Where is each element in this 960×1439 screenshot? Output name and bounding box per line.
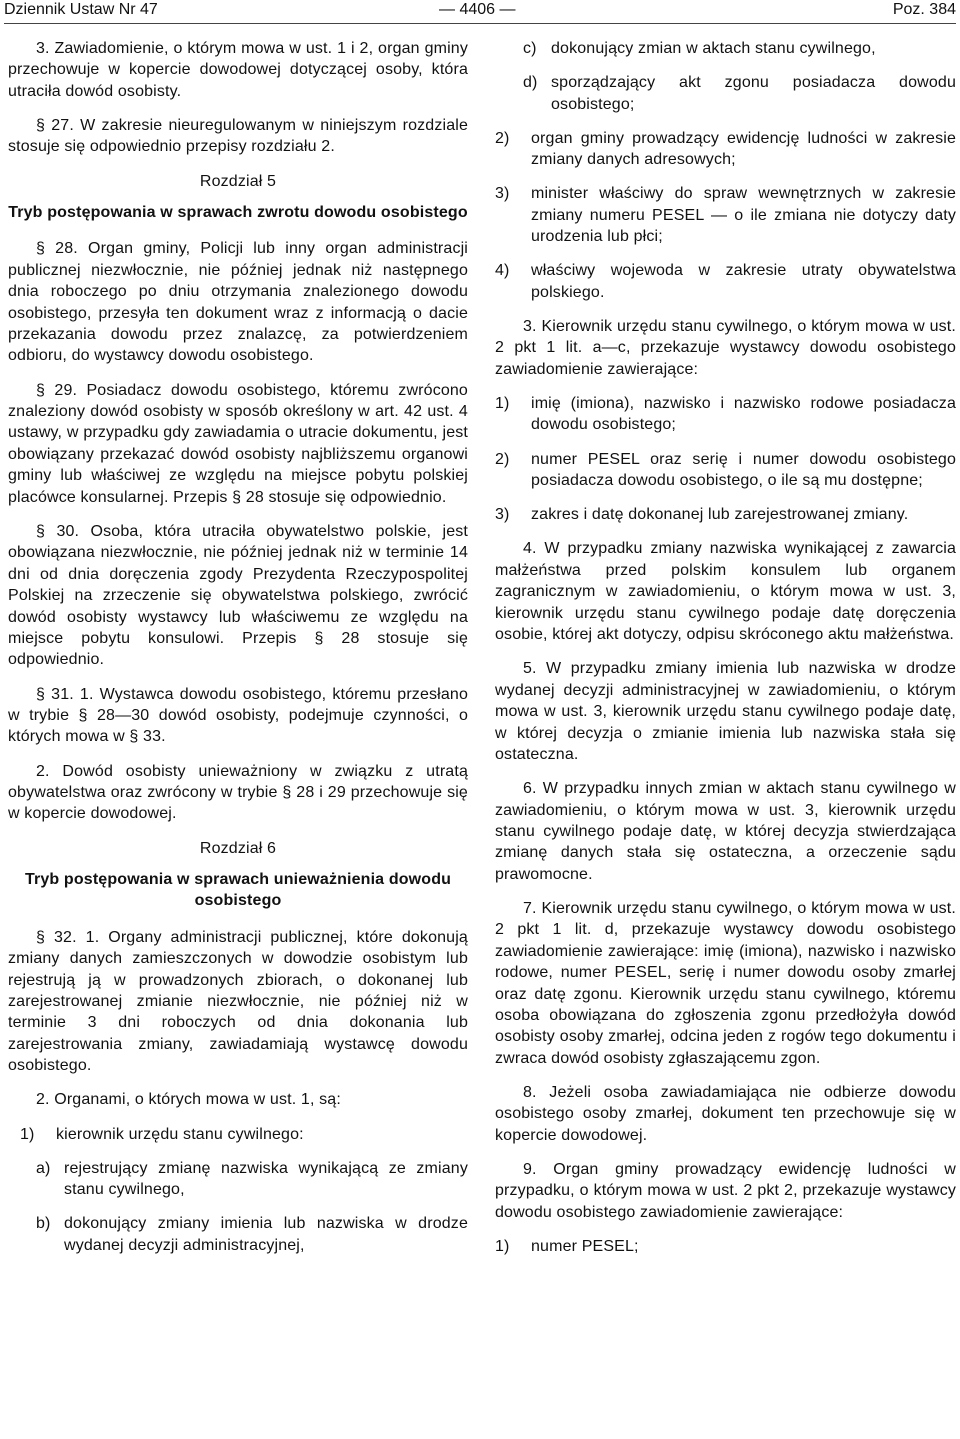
paragraph-32-3: 3. Kierownik urzędu stanu cywilnego, o którym mowa w ust. 2 pkt 1 lit. a—c, przekazuje wystawcy dowodu osobistego zawiadomienie zawierające:	[495, 318, 956, 378]
list-item	[8, 1124, 468, 1145]
paragraph-32-6: 6. W przypadku innych zmian w aktach stanu cywilnego w zawiadomieniu, o którym mowa w ust. 3, kierownik urzędu stanu cywilnego podaje datę, w której decyzja stwierdzająca zmianę danych stała się ostateczna, a orzeczenie sądu prawomocne.	[495, 780, 956, 883]
paragraph-32-9: 9. Organ gminy prowadzący ewidencję ludności w przypadku, o którym mowa w ust. 2 pkt 2, przekazuje wystawcy dowodu osobistego zawiadomienie zawierające:	[495, 1161, 956, 1221]
list-marker: 3)	[495, 185, 510, 203]
paragraph-32-2: 2. Organami, o których mowa w ust. 1, są:	[36, 1091, 341, 1109]
list-text: sporządzający akt zgonu posiadacza dowodu osobistego;	[551, 74, 956, 113]
list-text: rejestrujący zmianę nazwiska wynikającą ze zmiany stanu cywilnego,	[64, 1159, 468, 1199]
chapter-5-title: Tryb postępowania w sprawach zwrotu dowodu osobistego	[8, 204, 468, 222]
chapter-6-title: Tryb postępowania w sprawach unieważnienia dowodu osobistego	[24, 870, 452, 910]
list-text: dokonujący zmiany imienia lub nazwiska w drodze wydanej decyzji administracyjnej,	[64, 1215, 468, 1254]
list-marker: 2)	[495, 129, 510, 147]
paragraph-30: § 30. Osoba, która utraciła obywatelstwo polskie, jest obowiązana niezwłocznie, nie później jednak niż w terminie 14 dni od dnia doręczenia zgody Prezydenta Rzeczypospolitej Polskiej na zrzeczenie się obywatelstwa polskiego, zwrócić dowód osobisty wystawcy lub właściwemu ze względu na miejsce pobytu konsulowi. Przepis § 28 stosuje się odpowiednio.	[8, 522, 468, 669]
list-item	[495, 449, 956, 492]
list-text: właściwy wojewoda w zakresie utraty obywatelstwa polskiego.	[531, 262, 956, 301]
list-text: dokonujący zmian w aktach stanu cywilnego,	[551, 40, 876, 57]
list-marker: 1)	[495, 395, 510, 413]
list-marker: 4)	[495, 262, 510, 280]
list-item	[8, 1158, 468, 1201]
list-text: minister właściwy do spraw wewnętrznych w zakresie zmiany numeru PESEL — o ile zmiana nie dotyczy daty urodzenia lub płci;	[531, 185, 956, 246]
list-item	[495, 393, 956, 436]
list-text: organ gminy prowadzący ewidencję ludności w zakresie zmiany danych adresowych;	[531, 129, 956, 169]
list-marker: c)	[523, 40, 537, 57]
page-number: — 4406 —	[439, 1, 516, 18]
paragraph-32-5: 5. W przypadku zmiany imienia lub nazwiska w drodze wydanej decyzji administracyjnej w zawiadomieniu, o którym mowa w ust. 3, kierownik urzędu stanu cywilnego podaje datę, w której decyzja o zmianie imienia lub nazwiska stała się ostateczna.	[495, 660, 956, 763]
paragraph-32-1: § 32. 1. Organy administracji publicznej, które dokonują zmiany danych zamieszczonych w dowodzie osobistym lub rejestrują ją w prowadzonych zbiorach, o dokonanej lub zarejestrowanej zmianie niezwłocznie, nie później niż w terminie 3 dni roboczych od dnia dokonania lub zarejestrowania zmiany, zawiadamiają wystawcę dowodu osobistego.	[8, 928, 468, 1075]
chapter-6-label: Rozdział 6	[199, 839, 277, 857]
paragraph-29: § 29. Posiadacz dowodu osobistego, któremu zwrócono znaleziony dowód osobisty w sposób określony w art. 42 ust. 4 ustawy, w przypadku gdy zawiadamia o utracie dokumentu, jest obowiązany przekazać dowód osobisty najbliższemu organowi gminy lub właściwej ze względu na miejsce pobytu polskiej placówce konsularnej. Przepis § 28 stosuje się odpowiednio.	[8, 381, 468, 506]
list-text: numer PESEL;	[531, 1238, 639, 1256]
journal-title: Dziennik Ustaw Nr 47	[4, 1, 158, 18]
list-item	[495, 38, 956, 59]
paragraph-32-8: 8. Jeżeli osoba zawiadamiająca nie odbierze dowodu osobistego osoby zmarłej, dokument ten przechowuje się w kopercie dowodowej.	[495, 1084, 956, 1144]
header-rule	[4, 23, 956, 24]
list-marker: 3)	[495, 506, 510, 524]
paragraph-31-2: 2. Dowód osobisty unieważniony w związku z utratą obywatelstwa oraz zwrócony w trybie § 28 i 29 przechowuje się w kopercie dowodowej.	[8, 762, 468, 823]
paragraph-32-4: 4. W przypadku zmiany nazwiska wynikającej z zawarcia małżeństwa przed polskim konsulem lub organem zagranicznym w zawiadomieniu, o którym mowa w ust. 3, kierownik urzędu stanu cywilnego podaje datę doręczenia osobie, której akt dotyczy, odpisu skróconego aktu małżeństwa.	[495, 540, 956, 644]
list-item	[495, 183, 956, 247]
list-marker: d)	[523, 74, 538, 92]
list-item	[495, 1236, 956, 1257]
list-text: kierownik urzędu stanu cywilnego:	[56, 1125, 304, 1143]
list-marker: 1)	[20, 1125, 35, 1143]
paragraph-27: § 27. W zakresie nieuregulowanym w niniejszym rozdziale stosuje się odpowiednio przepisy rozdziału 2.	[8, 117, 468, 156]
list-marker: b)	[36, 1215, 51, 1233]
list-item	[8, 1213, 468, 1256]
list-marker: 2)	[495, 450, 510, 468]
list-item	[495, 72, 956, 115]
list-item	[495, 504, 956, 525]
page-header	[4, 0, 956, 24]
list-item	[495, 128, 956, 171]
right-column	[495, 38, 956, 1270]
left-column	[8, 38, 468, 1269]
position-number: Poz. 384	[892, 1, 956, 18]
paragraph-32-7: 7. Kierownik urzędu stanu cywilnego, o którym mowa w ust. 2 pkt 1 lit. d, przekazuje wystawcy dowodu osobistego zawiadomienie zawierające: imię (imiona), nazwisko i nazwisko rodowe, numer PESEL, serię i numer dowodu osoby zmarłej oraz datę zgonu. Kierownik urzędu stanu cywilnego, któremu osoba obowiązana do zgłoszenia zgonu przedłożyła dowód osobisty osoby zmarłej, odcina jeden z rogów tego dokumentu i zwraca dowód osobisty zgłaszającemu zgon.	[495, 899, 956, 1067]
list-marker: a)	[36, 1159, 51, 1177]
list-marker: 1)	[495, 1238, 510, 1256]
paragraph: 3. Zawiadomienie, o którym mowa w ust. 1 i 2, organ gminy przechowuje w kopercie dowodowej dotyczącej osoby, która utraciła dowód osobisty.	[8, 40, 468, 100]
paragraph-31-1: § 31. 1. Wystawca dowodu osobistego, któremu przesłano w trybie § 28—30 dowód osobisty, podejmuje czynności, o których mowa w § 33.	[8, 685, 468, 746]
list-text: zakres i datę dokonanej lub zarejestrowanej zmiany.	[531, 506, 909, 524]
list-text: numer PESEL oraz serię i numer dowodu osobistego posiadacza dowodu osobistego, o ile są mu dostępne;	[531, 450, 956, 490]
paragraph-28: § 28. Organ gminy, Policji lub inny organ administracji publicznej niezwłocznie, nie później jednak niż następnego dnia roboczego po dniu otrzymania znalezionego dowodu osobistego, przesyła ten dokument wraz z informacją o dacie przekazania dowodu przez znalazcę, za potwierdzeniem odbioru, do wystawcy dowodu osobistego.	[8, 240, 468, 365]
list-text: imię (imiona), nazwisko i nazwisko rodowe posiadacza dowodu osobistego;	[531, 395, 956, 434]
list-item	[495, 260, 956, 303]
chapter-5-label: Rozdział 5	[199, 172, 277, 190]
